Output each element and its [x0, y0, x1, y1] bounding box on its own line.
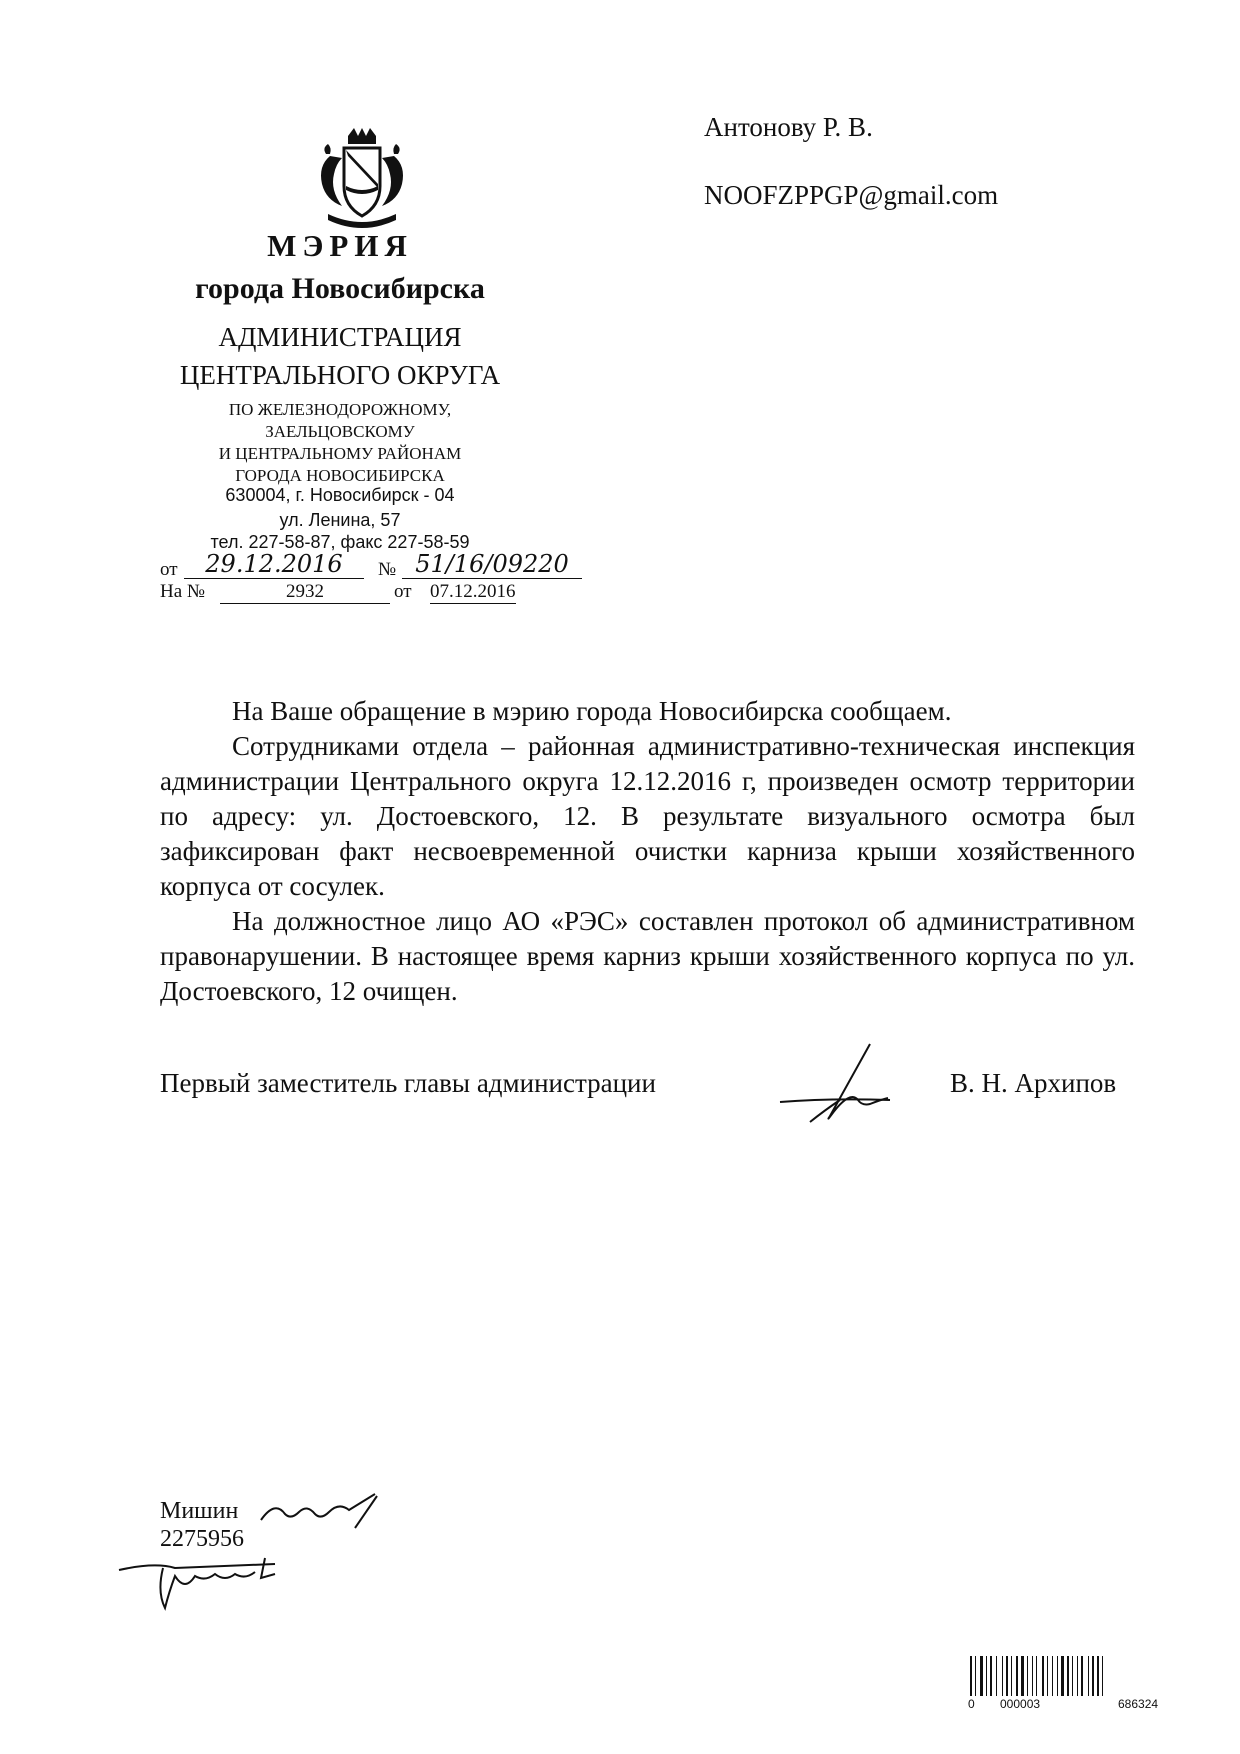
address-zip: 630004, г. Новосибирск - 04 — [225, 485, 455, 505]
barcode-digit: 0 — [968, 1697, 975, 1711]
dept-name-line: ЦЕНТРАЛЬНОГО ОКРУГА — [179, 360, 501, 390]
reference-date: 07.12.2016 — [430, 581, 516, 602]
reference-number: 2932 — [220, 581, 390, 604]
org-title: МЭРИЯ — [267, 228, 413, 263]
novosibirsk-coat-of-arms-icon — [308, 126, 416, 230]
signer-title: Первый заместитель главы администрации — [160, 1068, 656, 1098]
handwritten-signature — [770, 1040, 920, 1130]
barcode-digits: 686324 — [1118, 1697, 1159, 1711]
body-paragraph: На должностное лицо АО «РЭС» составлен протокол об административном правонарушении. В настоящее время карниз крыши хозяйственного корпуса по ул. Достоевского, 12 очищен. — [160, 906, 1135, 1006]
executor-phone: 2275956 — [160, 1526, 244, 1552]
address-street: ул. Ленина, 57 — [279, 510, 401, 530]
addressee-email: NOOFZPPGP@gmail.com — [704, 180, 999, 210]
org-city: города Новосибирска — [195, 272, 485, 305]
dept-name-line: ЗАЕЛЬЦОВСКОМУ — [265, 422, 415, 441]
reference-from-label: от — [394, 581, 412, 602]
signer-name: В. Н. Архипов — [950, 1068, 1117, 1098]
registration-number-label: № — [378, 559, 397, 580]
addressee-name: Антонову Р. В. — [704, 112, 873, 142]
dept-name-line: ГОРОДА НОВОСИБИРСКА — [235, 466, 445, 485]
approval-signature — [115, 1552, 285, 1612]
registration-from-label: от — [160, 559, 178, 580]
dept-name-line: ПО ЖЕЛЕЗНОДОРОЖНОМУ, — [228, 400, 452, 419]
body-paragraph: Сотрудниками отдела – районная административно-техническая инспекция администрации Центрального округа 12.12.2016 г, произведен осмотр территории по адресу: ул. Достоевского, 12. В результате визуального осмотра был зафиксирован факт несвоевременной очистки карниза крыши хозяйственного корпуса от сосулек. — [160, 731, 1135, 901]
executor-signature — [255, 1490, 385, 1530]
letter-body — [160, 694, 1135, 1009]
dept-name-line: И ЦЕНТРАЛЬНОМУ РАЙОНАМ — [218, 444, 462, 463]
registration-number: 51/16/09220 — [402, 552, 582, 579]
reference-number-label: На № — [160, 581, 206, 602]
address-phone: тел. 227-58-87, факс 227-58-59 — [210, 532, 470, 552]
registration-date: 29.12.2016 — [184, 552, 364, 579]
executor-name: Мишин — [160, 1498, 239, 1524]
barcode-digits: 000003 — [1000, 1697, 1041, 1711]
body-paragraph: На Ваше обращение в мэрию города Новосибирска сообщаем. — [232, 696, 952, 726]
dept-name-line: АДМИНИСТРАЦИЯ — [218, 322, 462, 352]
